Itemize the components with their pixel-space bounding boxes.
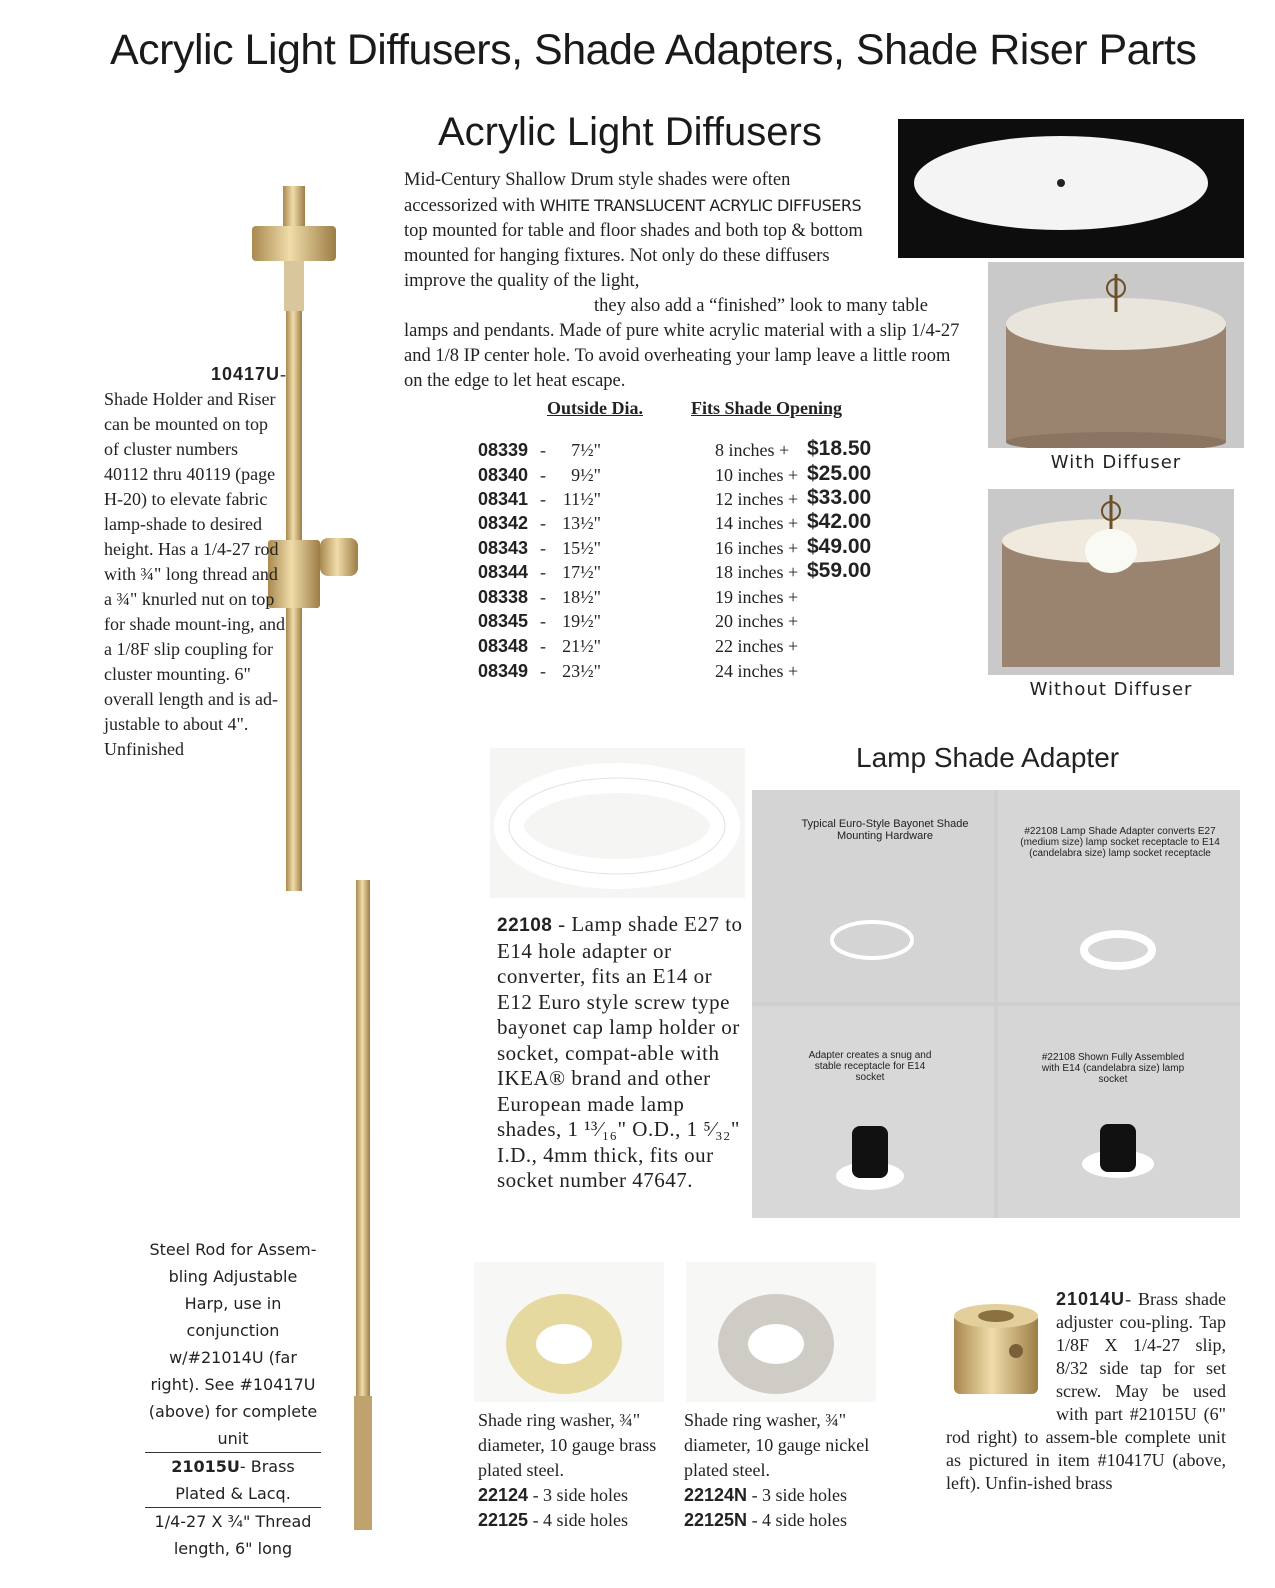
row-dash: - xyxy=(540,587,546,607)
adapter-text: - Lamp shade E27 to E14 hole adapter or converter, fits an E14 or E12 Euro style screw type bayonet cap lamp holder or socket, compat-able with IKEA® brand and other European made lamp shades, 1 ¹³⁄₁₆" O.D., 1 ⁵⁄₃₂" I.D., 4mm thick, fits our socket number 47647. xyxy=(497,912,743,1192)
row-fit: 12 inches + xyxy=(715,489,799,509)
photo-label: #22108 Shown Fully Assembled with E14 (candelabra size) lamp socket xyxy=(1041,1052,1185,1085)
row-dia: 23½" xyxy=(562,661,601,681)
row-fit: 19 inches + xyxy=(715,587,799,607)
with-diffuser-caption: With Diffuser xyxy=(1050,452,1182,473)
row-part: 08338 xyxy=(478,587,529,607)
coupling-description xyxy=(946,1288,1226,1495)
steel-rod-text: Steel Rod for Assem-bling Adjustable Harp, use in conjunction w/#21014U (far right). See #10417U (above) for complete unit xyxy=(148,1240,318,1448)
nickel-washer-part-3-rest: - 3 side holes xyxy=(747,1485,848,1505)
brass-washer-part-3-rest: - 3 side holes xyxy=(528,1485,629,1505)
nickel-washer-description xyxy=(684,1408,874,1533)
table-row xyxy=(478,636,908,661)
diff-para2: they also add a “finished” look to many table lamps and pendants. Made of pure white acrylic material with a slip 1/4-27 and 1/8 IP center hole. To avoid overheating your lamp leave a little room on the edge to let heat escape. xyxy=(404,296,960,391)
row-part: 08344 xyxy=(478,562,529,582)
row-dia: 19½" xyxy=(562,611,601,631)
adapter-ring-image xyxy=(490,748,745,898)
coupling-part: 21014U xyxy=(1056,1289,1126,1309)
with-diffuser-image xyxy=(988,262,1244,448)
without-diffuser-image xyxy=(988,489,1234,675)
diffusers-title: Acrylic Light Diffusers xyxy=(438,110,822,154)
diff-para1-b: top mounted for table and floor shades and both top & bottom mounted for hanging fixtures. Not only do these diffusers improve the quality of the light, xyxy=(404,221,863,291)
row-dash: - xyxy=(540,562,546,582)
photo-label: #22108 Lamp Shade Adapter converts E27 (medium size) lamp socket receptacle to E14 (candelabra size) lamp socket receptacle xyxy=(1020,826,1220,859)
photo-label: Adapter creates a snug and stable receptacle for E14 socket xyxy=(808,1050,932,1083)
photo-label: Typical Euro-Style Bayonet Shade Mounting Hardware xyxy=(801,818,969,842)
row-dash: - xyxy=(540,513,546,533)
row-dash: - xyxy=(540,440,546,460)
table-row xyxy=(478,587,908,612)
brass-washer-part-4: 22125 xyxy=(478,1510,529,1530)
adapter-photo xyxy=(998,1006,1240,1218)
row-fit: 10 inches + xyxy=(715,465,799,485)
row-dia: 13½" xyxy=(562,513,601,533)
row-fit: 24 inches + xyxy=(715,661,799,681)
row-part: 08341 xyxy=(478,489,529,509)
row-dash: - xyxy=(540,538,546,558)
row-fit: 8 inches + xyxy=(715,440,790,460)
table-row xyxy=(478,661,908,686)
row-fit: 14 inches + xyxy=(715,513,799,533)
nickel-washer-part-4-rest: - 4 side holes xyxy=(747,1510,848,1530)
row-part: 08339 xyxy=(478,440,529,460)
adapter-photo xyxy=(752,790,994,1002)
col-outside-dia: Outside Dia. xyxy=(547,398,644,418)
row-fit: 22 inches + xyxy=(715,636,799,656)
steel-rod-thread: 1/4-27 X ¾" Thread length, 6" long xyxy=(145,1507,321,1562)
steel-rod-part: 21015U xyxy=(171,1457,240,1476)
row-part: 08345 xyxy=(478,611,529,631)
riser-text: Shade Holder and Riser can be mounted on top of cluster numbers 40112 thru 40119 (page H-20) to elevate fabric lamp-shade to desired height. Has a 1/4-27 rod with ¾" long thread and a ¾" knurled nut on top for shade mount-ing, and a 1/8F slip coupling for cluster mounting. 6" overall length and is ad-justable to about 4". Unfinished xyxy=(104,389,285,759)
diff-para1-a: Mid-Century Shallow Drum style shades were often accessorized with xyxy=(404,170,791,216)
row-price: $33.00 xyxy=(807,486,872,509)
row-dia: 18½" xyxy=(562,587,601,607)
steel-rod-image xyxy=(344,876,384,1536)
row-price: $59.00 xyxy=(807,559,872,582)
nickel-washer-part-4: 22125N xyxy=(684,1510,748,1530)
adapter-photo xyxy=(998,790,1240,1002)
row-dia: 7½" xyxy=(571,440,601,460)
brass-washer-part-3: 22124 xyxy=(478,1485,529,1505)
brass-washer-text: Shade ring washer, ¾" diameter, 10 gauge brass plated steel. xyxy=(478,1410,657,1480)
riser-dash: - xyxy=(280,364,286,384)
row-dash: - xyxy=(540,465,546,485)
page-title: Acrylic Light Diffusers, Shade Adapters, Shade Riser Parts xyxy=(110,26,1197,74)
row-part: 08349 xyxy=(478,661,529,681)
row-dia: 15½" xyxy=(562,538,601,558)
row-dia: 9½" xyxy=(571,465,601,485)
row-part: 08340 xyxy=(478,465,529,485)
row-dia: 21½" xyxy=(562,636,601,656)
coupling-text: - Brass shade adjuster cou-pling. Tap 1/8F X 1/4-27 slip, 8/32 side tap for set screw. May be used with part #21015U (6" rod right) to assem-ble complete unit as pictured in item #10417U (above, left). Unfin-ished brass xyxy=(946,1289,1226,1493)
without-diffuser-caption: Without Diffuser xyxy=(1029,679,1193,700)
row-part: 08348 xyxy=(478,636,529,656)
row-dash: - xyxy=(540,661,546,681)
row-price: $42.00 xyxy=(807,510,872,533)
row-part: 08342 xyxy=(478,513,529,533)
row-fit: 18 inches + xyxy=(715,562,799,582)
adapter-photo xyxy=(752,1006,994,1218)
brass-washer-image xyxy=(474,1262,664,1402)
diffusers-description xyxy=(404,168,976,394)
table-row xyxy=(478,559,908,587)
row-price: $18.50 xyxy=(807,437,872,460)
row-price: $25.00 xyxy=(807,462,872,485)
adapter-title: Lamp Shade Adapter xyxy=(856,742,1120,773)
row-price: $49.00 xyxy=(807,535,872,558)
steel-rod-description xyxy=(145,1236,321,1562)
nickel-washer-text: Shade ring washer, ¾" diameter, 10 gauge nickel plated steel. xyxy=(684,1410,870,1480)
diffuser-disc-image xyxy=(898,119,1244,258)
riser-part-number: 10417U xyxy=(210,364,280,384)
row-dash: - xyxy=(540,611,546,631)
row-dash: - xyxy=(540,489,546,509)
nickel-washer-part-3: 22124N xyxy=(684,1485,748,1505)
brass-washer-description xyxy=(478,1408,668,1533)
nickel-washer-image xyxy=(686,1262,876,1402)
row-fit: 20 inches + xyxy=(715,611,799,631)
table-row xyxy=(478,611,908,636)
diff-para1-caps: WHITE TRANSLUCENT ACRYLIC DIFFUSERS xyxy=(539,196,862,215)
adapter-photo-grid xyxy=(752,790,1240,1218)
brass-washer-part-4-rest: - 4 side holes xyxy=(528,1510,629,1530)
row-dia: 11½" xyxy=(562,489,601,509)
adapter-part-number: 22108 xyxy=(497,915,553,936)
steel-rod-part-rest: - Brass Plated & Lacq. xyxy=(175,1457,295,1503)
riser-description xyxy=(104,362,286,762)
adapter-description xyxy=(497,912,747,1194)
row-dia: 17½" xyxy=(562,562,601,582)
row-part: 08343 xyxy=(478,538,529,558)
col-fits-opening: Fits Shade Opening xyxy=(691,398,843,418)
row-dash: - xyxy=(540,636,546,656)
row-fit: 16 inches + xyxy=(715,538,799,558)
